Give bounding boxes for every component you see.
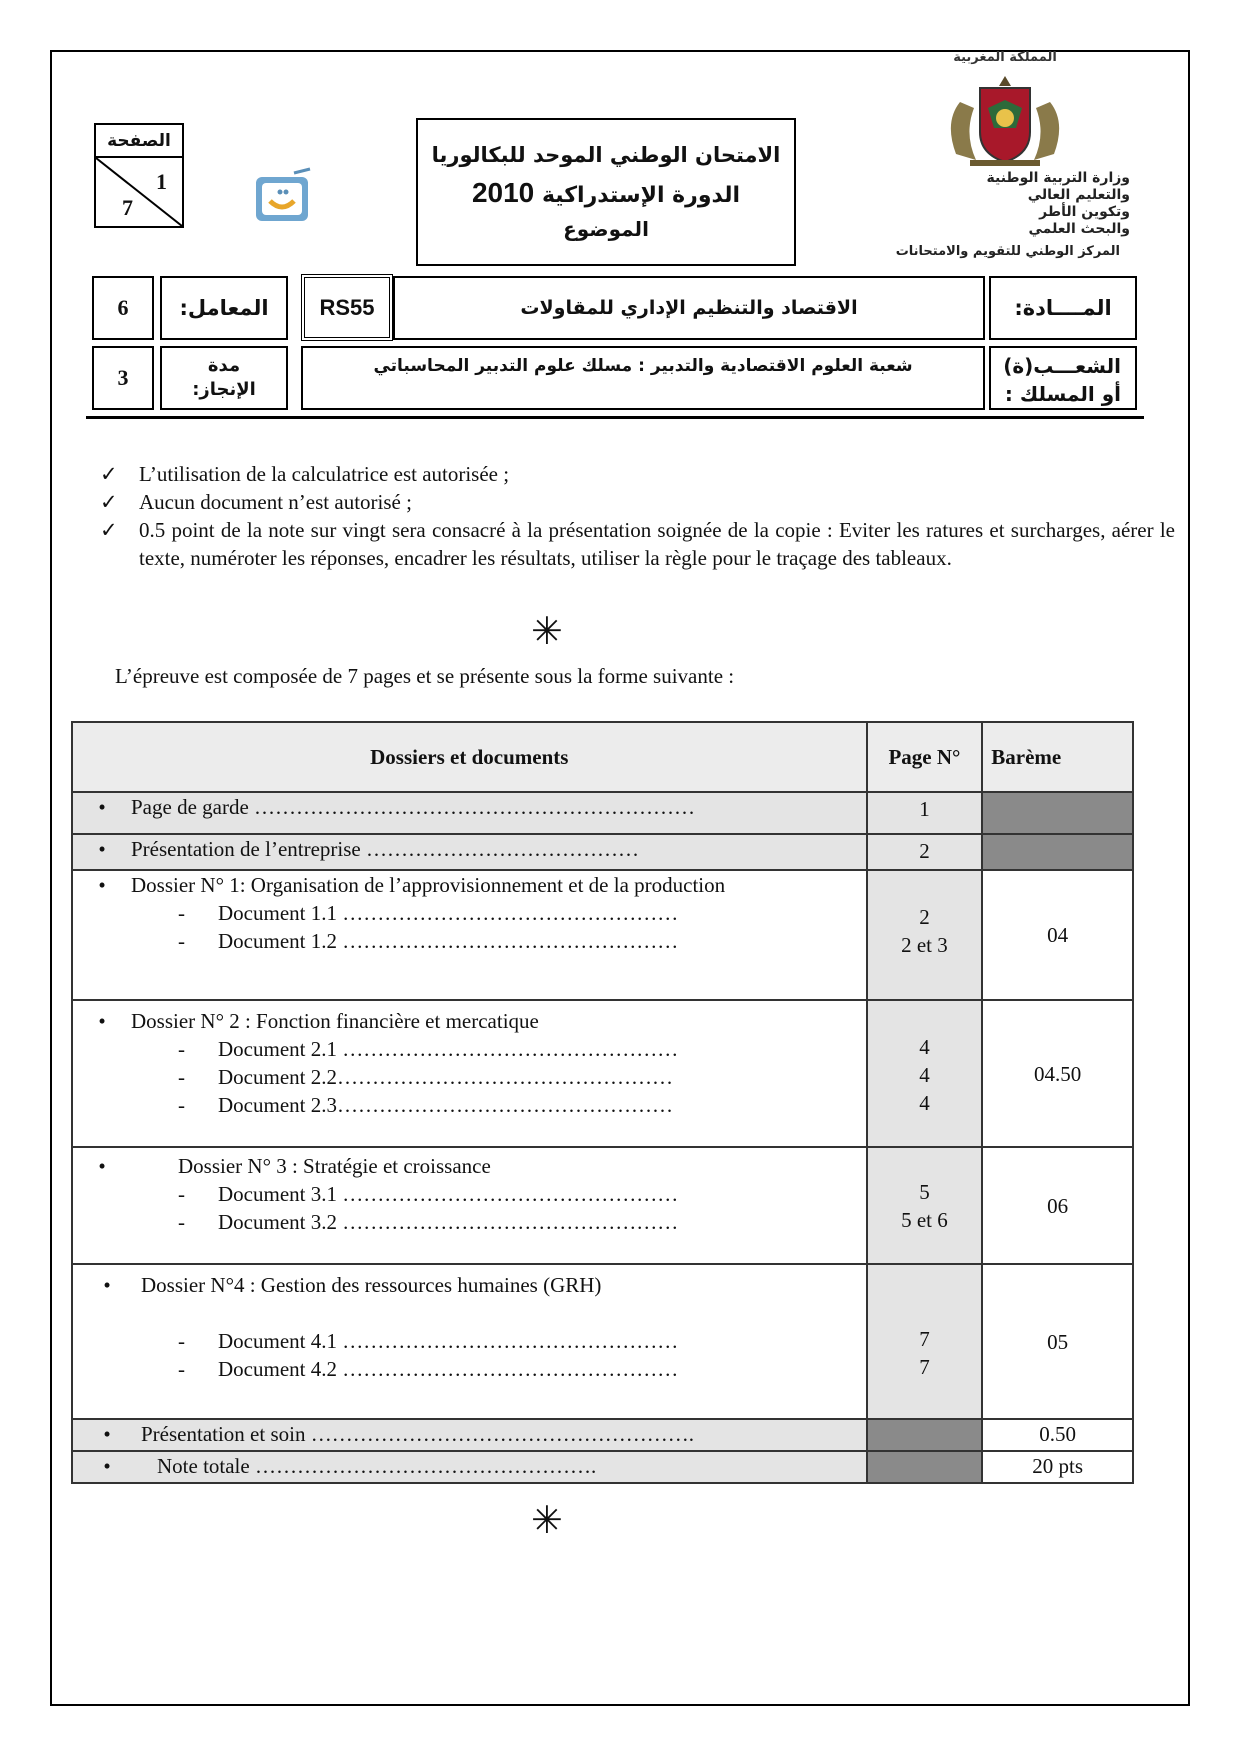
row-page: 4	[919, 1091, 930, 1115]
coef-label: المعامل:	[179, 296, 269, 320]
bullet-icon: •	[103, 1422, 111, 1446]
bullet-icon: •	[98, 795, 106, 819]
duration-value-box	[92, 346, 154, 410]
table-header-row	[72, 722, 1133, 792]
duration-value: 3	[117, 365, 129, 390]
ministry-name	[880, 170, 1130, 238]
row-page-cell	[867, 1264, 983, 1419]
row-page: 7	[919, 1327, 930, 1351]
row-page: 2	[919, 905, 930, 929]
header-bareme: Barème	[982, 722, 1133, 792]
instruction-text: L’utilisation de la calculatrice est autorisée ;	[139, 462, 510, 486]
header-underline	[86, 416, 1144, 419]
instruction-item	[100, 516, 1175, 572]
document-line	[73, 1355, 866, 1383]
dash-icon: -	[178, 929, 185, 953]
row-bareme: 05	[982, 1264, 1133, 1419]
check-icon: ✓	[100, 490, 118, 514]
session-label: الدورة الإستدراكية	[541, 183, 741, 208]
document-label: Document 2.2…………………………………………	[218, 1065, 673, 1089]
dash-icon: -	[178, 1093, 185, 1117]
table-row	[72, 1264, 1133, 1419]
row-title-cell	[72, 834, 867, 870]
duration-label-2: الإنجاز:	[192, 379, 256, 400]
row-title: Note totale ………………………………………….	[157, 1454, 597, 1478]
row-bareme: 20 pts	[982, 1451, 1133, 1483]
document-line	[73, 1035, 866, 1063]
subject-word: الموضوع	[563, 217, 649, 241]
row-title-cell	[72, 792, 867, 834]
ministry-line-1: وزارة التربية الوطنية	[986, 170, 1130, 186]
exam-title: الامتحان الوطني الموحد للبكالوريا	[431, 143, 781, 167]
row-title-cell	[72, 1264, 867, 1419]
ministry-line-2: والتعليم العالي	[1027, 187, 1130, 203]
row-page: 2 et 3	[901, 933, 948, 957]
page-diagonal	[96, 158, 182, 226]
row-bareme-empty	[982, 792, 1133, 834]
dash-icon: -	[178, 1182, 185, 1206]
page-label: الصفحة	[96, 125, 182, 158]
track-label-2: أو المسلك :	[1004, 382, 1121, 406]
dash-icon: -	[178, 901, 185, 925]
document-line	[73, 1180, 866, 1208]
duration-label-1: مدة	[207, 355, 241, 376]
track-label-1: الشعـــب(ة)	[1003, 354, 1121, 378]
row-bareme: 06	[982, 1147, 1133, 1264]
subject-value: الاقتصاد والتنظيم الإداري للمقاولات	[520, 297, 858, 319]
document-line	[73, 1091, 866, 1119]
row-page-cell	[867, 870, 983, 1000]
row-page: 4	[919, 1063, 930, 1087]
ministry-line-3: وتكوين الأطر	[1039, 204, 1130, 220]
session-line	[472, 177, 740, 209]
track-value: شعبة العلوم الاقتصادية والتدبير : مسلك علوم التدبير المحاسباتي	[373, 356, 913, 376]
exam-center-logo	[254, 167, 316, 225]
document-label: Document 4.1 …………………………………………	[218, 1329, 679, 1353]
row-title: Présentation et soin ……………………………………………….	[141, 1422, 694, 1446]
bullet-icon: •	[98, 873, 106, 897]
dash-icon: -	[178, 1065, 185, 1089]
dash-icon: -	[178, 1210, 185, 1234]
contents-table	[71, 721, 1134, 1484]
instruction-text: 0.5 point de la note sur vingt sera consacré à la présentation soignée de la copie : Eviter les ratures et surcharges, aérer le texte, numéroter les réponses, encadrer les résultats, utiliser la règle pour le traçage des tableaux.	[139, 518, 1175, 570]
document-line	[73, 1208, 866, 1236]
row-page-empty	[867, 1451, 983, 1483]
row-title-cell	[72, 870, 867, 1000]
header-dossiers: Dossiers et documents	[72, 722, 867, 792]
row-title: Dossier N°4 : Gestion des ressources humaines (GRH)	[141, 1273, 602, 1297]
track-value-box	[301, 346, 985, 410]
coat-of-arms-emblem	[940, 72, 1070, 168]
subject-code-box	[301, 274, 393, 341]
row-page: 2	[919, 839, 930, 863]
row-bareme: 04	[982, 870, 1133, 1000]
row-bareme: 04.50	[982, 1000, 1133, 1147]
bullet-icon: •	[98, 1009, 106, 1033]
instructions-list	[100, 460, 1175, 572]
evaluation-center-name: المركز الوطني للتقويم والامتحانات	[895, 244, 1120, 259]
check-icon: ✓	[100, 518, 118, 542]
subject-label-box	[989, 276, 1137, 340]
table-row	[72, 1451, 1133, 1483]
document-line	[73, 1063, 866, 1091]
bullet-icon: •	[98, 837, 106, 861]
row-title: Dossier N° 1: Organisation de l’approvisionnement et de la production	[131, 873, 726, 897]
exam-year: 2010	[471, 177, 535, 208]
row-page: 4	[919, 1035, 930, 1059]
bullet-icon: •	[103, 1454, 111, 1478]
table-row	[72, 870, 1133, 1000]
row-title-cell	[72, 1147, 867, 1264]
table-row	[72, 834, 1133, 870]
row-title: Présentation de l’entreprise …………………………………	[131, 837, 639, 861]
row-title-cell	[72, 1451, 867, 1483]
document-label: Document 1.1 …………………………………………	[218, 901, 679, 925]
document-label: Document 3.2 …………………………………………	[218, 1210, 679, 1234]
row-page-cell	[867, 834, 983, 870]
row-page: 5	[919, 1180, 930, 1204]
bullet-icon: •	[103, 1273, 111, 1297]
check-icon: ✓	[100, 462, 118, 486]
document-label: Document 2.3…………………………………………	[218, 1093, 673, 1117]
subject-code: RS55	[319, 294, 375, 320]
ministry-line-4: والبحث العلمي	[1028, 221, 1130, 237]
row-title: Dossier N° 2 : Fonction financière et mercatique	[131, 1009, 539, 1033]
row-page-cell	[867, 792, 983, 834]
document-label: Document 1.2 …………………………………………	[218, 929, 679, 953]
dash-icon: -	[178, 1329, 185, 1353]
row-page-empty	[867, 1419, 983, 1451]
instruction-item	[100, 488, 1175, 516]
row-page: 1	[919, 797, 930, 821]
star-ornament-top: ✳	[531, 611, 563, 653]
exam-title-box	[416, 118, 796, 266]
row-bareme: 0.50	[982, 1419, 1133, 1451]
star-ornament-bottom: ✳	[531, 1500, 563, 1542]
row-page-cell	[867, 1000, 983, 1147]
coef-value: 6	[117, 295, 129, 320]
coef-value-box	[92, 276, 154, 340]
row-page: 5 et 6	[901, 1208, 948, 1232]
bullet-icon: •	[98, 1154, 106, 1178]
table-row	[72, 1147, 1133, 1264]
page-total: 7	[122, 195, 133, 220]
page-number-box	[94, 123, 184, 228]
document-label: Document 3.1 …………………………………………	[218, 1182, 679, 1206]
coef-label-box	[160, 276, 288, 340]
duration-label-box	[160, 346, 288, 410]
track-label-box	[989, 346, 1137, 410]
table-row	[72, 1000, 1133, 1147]
row-title-cell	[72, 1000, 867, 1147]
document-label: Document 4.2 …………………………………………	[218, 1357, 679, 1381]
instruction-item	[100, 460, 1175, 488]
subject-value-box	[393, 276, 985, 340]
row-page-cell	[867, 1147, 983, 1264]
dash-icon: -	[178, 1037, 185, 1061]
row-title-cell	[72, 1419, 867, 1451]
exam-intro: L’épreuve est composée de 7 pages et se présente sous la forme suivante :	[115, 664, 735, 688]
dash-icon: -	[178, 1357, 185, 1381]
row-title: Page de garde ………………………………………………………	[131, 795, 696, 819]
instruction-text: Aucun document n’est autorisé ;	[139, 490, 412, 514]
subject-label: المــــادة:	[1014, 296, 1112, 320]
document-label: Document 2.1 …………………………………………	[218, 1037, 679, 1061]
document-line	[73, 1327, 866, 1355]
table-row	[72, 1419, 1133, 1451]
row-page: 7	[919, 1355, 930, 1379]
row-bareme-empty	[982, 834, 1133, 870]
kingdom-label: المملكة المغربية	[953, 50, 1057, 65]
document-line	[73, 927, 866, 955]
row-title: Dossier N° 3 : Stratégie et croissance	[178, 1154, 491, 1178]
table-row	[72, 792, 1133, 834]
page-current: 1	[156, 169, 167, 194]
document-line	[73, 899, 866, 927]
header-page: Page N°	[867, 722, 983, 792]
